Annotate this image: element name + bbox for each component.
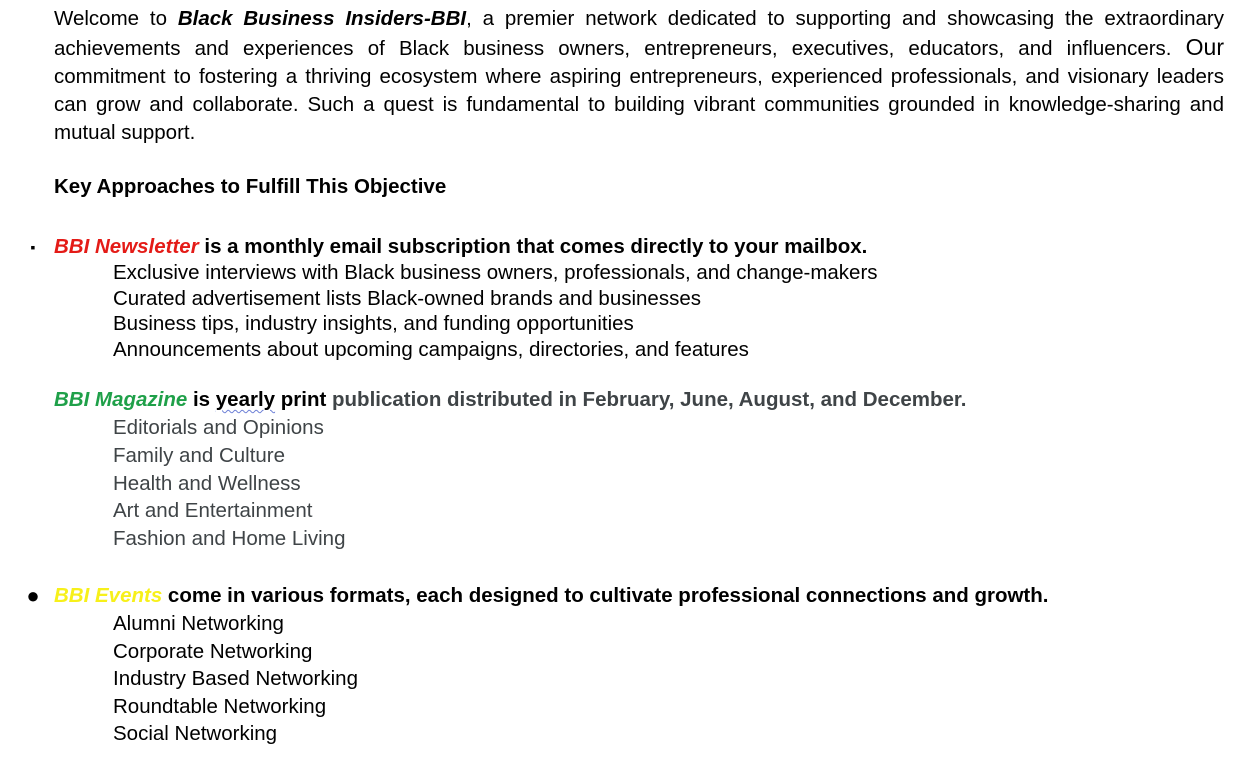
section-heading: Key Approaches to Fulfill This Objective (54, 175, 447, 198)
magazine-is: is (187, 388, 216, 411)
list-item: Business tips, industry insights, and funding opportunities (113, 312, 634, 335)
list-item: Health and Wellness (113, 471, 301, 495)
intro-brand-name: Black Business Insiders-BBI (177, 7, 467, 30)
events-item-list (54, 610, 1048, 748)
magazine-header (54, 387, 966, 413)
magazine-yearly-spellcheck[interactable]: yearly (215, 388, 276, 411)
newsletter-brand-name: BBI Newsletter (54, 235, 199, 258)
intro-text-part-2: commitment to fostering a thriving ecosystem where aspiring entrepreneurs, experienced professionals, and visionary leaders can grow and collaborate. Such a quest is fundamental to building vibrant communities grounded in knowledge-sharing and mutual support. (54, 65, 1224, 144)
document-body (26, 5, 1224, 746)
list-item: Roundtable Networking (113, 694, 327, 718)
magazine-item-list (54, 414, 966, 553)
magazine-description: publication distributed in February, June, August, and December. (326, 388, 967, 411)
square-bullet-icon: ▪ (30, 239, 36, 255)
list-item: Announcements about upcoming campaigns, directories, and features (113, 337, 749, 361)
intro-our: Our (1185, 34, 1224, 60)
newsletter-item-list (54, 260, 878, 362)
newsletter-section (30, 234, 878, 362)
list-item: Alumni Networking (113, 612, 284, 635)
intro-text-part-1: , a premier network dedicated to supporting and showcasing the extraordinary achievements and experiences of Black business owners, entrepreneurs, executives, educators, and influencers. (54, 7, 1224, 60)
magazine-section (54, 387, 966, 553)
newsletter-header (30, 234, 878, 260)
events-brand-name: BBI Events (54, 584, 163, 607)
list-item: Industry Based Networking (113, 667, 358, 691)
list-item: Fashion and Home Living (113, 527, 346, 551)
list-item: Family and Culture (113, 443, 286, 467)
round-bullet-icon: ● (26, 583, 40, 608)
magazine-print: print (275, 388, 327, 411)
events-section (26, 583, 1049, 748)
list-item: Curated advertisement lists Black-owned brands and businesses (113, 286, 701, 310)
intro-welcome: Welcome to (54, 7, 178, 30)
list-item: Art and Entertainment (113, 499, 313, 523)
events-header (26, 583, 1049, 609)
list-item: Social Networking (113, 722, 278, 746)
list-item: Editorials and Opinions (113, 416, 324, 439)
magazine-brand-name: BBI Magazine (54, 388, 188, 411)
intro-paragraph (54, 5, 1224, 147)
list-item: Exclusive interviews with Black business owners, professionals, and change-makers (113, 261, 878, 284)
newsletter-description: is a monthly email subscription that comes directly to your mailbox. (198, 235, 868, 258)
events-description: come in various formats, each designed to cultivate professional connections and growth. (162, 584, 1049, 607)
list-item: Corporate Networking (113, 639, 313, 663)
